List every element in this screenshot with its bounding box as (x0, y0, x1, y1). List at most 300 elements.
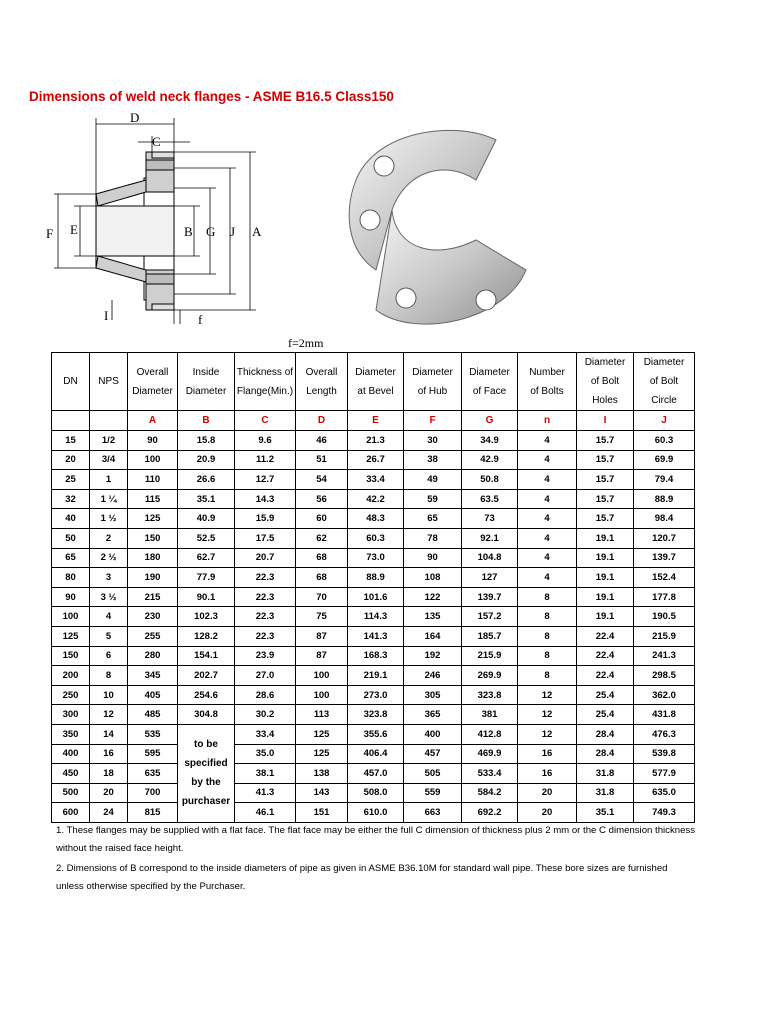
table-cell: 22.3 (235, 568, 296, 588)
table-cell: 15.7 (577, 509, 634, 529)
table-cell: 749.3 (634, 803, 695, 823)
table-cell: 128.2 (178, 626, 235, 646)
table-cell: 595 (128, 744, 178, 764)
to-be-specified-cell: to be specified by the purchaser (178, 724, 235, 822)
table-cell: 8 (518, 587, 577, 607)
table-cell: 40.9 (178, 509, 235, 529)
table-cell: 139.7 (634, 548, 695, 568)
table-cell: 508.0 (348, 783, 404, 803)
table-cell: 138 (296, 764, 348, 784)
table-cell: 230 (128, 607, 178, 627)
table-row (52, 528, 695, 548)
table-cell: 20 (52, 450, 90, 470)
table-cell: 9.6 (235, 431, 296, 451)
table-cell: 20.7 (235, 548, 296, 568)
table-row (52, 724, 695, 744)
table-cell: 815 (128, 803, 178, 823)
table-cell: 87 (296, 646, 348, 666)
flange-3d-illustration (336, 120, 536, 334)
table-cell: 4 (518, 568, 577, 588)
table-cell: 110 (128, 470, 178, 490)
table-cell: 14 (90, 724, 128, 744)
table-cell: 60 (296, 509, 348, 529)
table-cell: 15.8 (178, 431, 235, 451)
table-cell: 431.8 (634, 705, 695, 725)
table-cell: 32 (52, 489, 90, 509)
table-cell: 406.4 (348, 744, 404, 764)
table-cell: 115 (128, 489, 178, 509)
table-cell: 250 (52, 685, 90, 705)
table-cell: 104.8 (462, 548, 518, 568)
table-cell: 38.1 (235, 764, 296, 784)
table-cell: 52.5 (178, 528, 235, 548)
table-cell: 40 (52, 509, 90, 529)
table-cell: 323.8 (348, 705, 404, 725)
column-header: Number of Bolts (518, 353, 577, 411)
table-cell: 23.9 (235, 646, 296, 666)
table-cell: 88.9 (348, 568, 404, 588)
table-row (52, 470, 695, 490)
table-cell: 100 (128, 450, 178, 470)
table-cell: 12.7 (235, 470, 296, 490)
table-cell: 28.4 (577, 744, 634, 764)
table-cell: 100 (52, 607, 90, 627)
table-cell: 20 (90, 783, 128, 803)
table-cell: 139.7 (462, 587, 518, 607)
table-cell: 152.4 (634, 568, 695, 588)
footnote-2-line2: unless otherwise specified by the Purchaser. (56, 881, 246, 892)
table-cell: 12 (518, 724, 577, 744)
table-cell: 4 (90, 607, 128, 627)
column-letter (52, 411, 90, 431)
table-cell: 35.1 (178, 489, 235, 509)
table-row (52, 764, 695, 784)
column-header: Thickness of Flange(Min.) (235, 353, 296, 411)
footnote-1 (56, 822, 740, 858)
table-row (52, 783, 695, 803)
table-cell: 77.9 (178, 568, 235, 588)
table-cell: 114.3 (348, 607, 404, 627)
table-cell: 62.7 (178, 548, 235, 568)
table-cell: 355.6 (348, 724, 404, 744)
table-cell: 33.4 (235, 724, 296, 744)
table-cell: 125 (128, 509, 178, 529)
table-cell: 539.8 (634, 744, 695, 764)
table-cell: 46.1 (235, 803, 296, 823)
table-cell: 219.1 (348, 666, 404, 686)
table-cell: 80 (52, 568, 90, 588)
table-cell: 31.8 (577, 764, 634, 784)
table-cell: 60.3 (348, 528, 404, 548)
table-cell: 1 ¼ (90, 489, 128, 509)
table-cell: 17.5 (235, 528, 296, 548)
table-cell: 4 (518, 431, 577, 451)
table-cell: 108 (404, 568, 462, 588)
table-cell: 168.3 (348, 646, 404, 666)
dim-label-c: C (152, 134, 161, 149)
table-cell: 298.5 (634, 666, 695, 686)
table-cell: 476.3 (634, 724, 695, 744)
table-row (52, 626, 695, 646)
table-cell: 381 (462, 705, 518, 725)
table-cell: 90.1 (178, 587, 235, 607)
table-cell: 273.0 (348, 685, 404, 705)
table-cell: 15.7 (577, 450, 634, 470)
table-cell: 8 (518, 666, 577, 686)
table-cell: 113 (296, 705, 348, 725)
table-cell: 1/2 (90, 431, 128, 451)
column-header: Overall Length (296, 353, 348, 411)
table-cell: 254.6 (178, 685, 235, 705)
table-cell: 120.7 (634, 528, 695, 548)
column-header: Overall Diameter (128, 353, 178, 411)
dim-label-b: B (184, 224, 193, 239)
table-cell: 151 (296, 803, 348, 823)
column-letter: I (577, 411, 634, 431)
table-cell: 100 (296, 666, 348, 686)
table-cell: 59 (404, 489, 462, 509)
footnote-2 (56, 860, 740, 896)
table-cell: 12 (518, 685, 577, 705)
column-header: Diameter of Hub (404, 353, 462, 411)
table-cell: 457.0 (348, 764, 404, 784)
table-cell: 30.2 (235, 705, 296, 725)
table-cell: 18 (90, 764, 128, 784)
table-row (52, 587, 695, 607)
footnote-1-line1: 1. These flanges may be supplied with a flat face. The flat face may be either the full C dimension of thickness plus 2 mm or the C dimension thickness (56, 825, 696, 836)
table-cell: 54 (296, 470, 348, 490)
table-cell: 635.0 (634, 783, 695, 803)
table-cell: 26.6 (178, 470, 235, 490)
table-cell: 90 (404, 548, 462, 568)
dim-label-g: G (206, 224, 216, 239)
table-cell: 51 (296, 450, 348, 470)
table-cell: 584.2 (462, 783, 518, 803)
table-cell: 2 (90, 528, 128, 548)
table-cell: 362.0 (634, 685, 695, 705)
table-cell: 38 (404, 450, 462, 470)
table-cell: 192 (404, 646, 462, 666)
table-cell: 150 (128, 528, 178, 548)
table-cell: 68 (296, 548, 348, 568)
table-cell: 22.4 (577, 666, 634, 686)
table-row (52, 450, 695, 470)
table-cell: 21.3 (348, 431, 404, 451)
table-cell: 46 (296, 431, 348, 451)
table-cell: 350 (52, 724, 90, 744)
table-cell: 8 (518, 646, 577, 666)
table-cell: 8 (90, 666, 128, 686)
table-cell: 1 (90, 470, 128, 490)
table-cell: 692.2 (462, 803, 518, 823)
table-cell: 255 (128, 626, 178, 646)
table-cell: 25.4 (577, 705, 634, 725)
table-cell: 28.4 (577, 724, 634, 744)
table-cell: 42.9 (462, 450, 518, 470)
table-cell: 400 (52, 744, 90, 764)
table-cell: 15.9 (235, 509, 296, 529)
table-cell: 16 (90, 744, 128, 764)
column-header: NPS (90, 353, 128, 411)
table-cell: 154.1 (178, 646, 235, 666)
table-cell: 12 (518, 705, 577, 725)
column-letter: A (128, 411, 178, 431)
table-cell: 31.8 (577, 783, 634, 803)
table-cell: 185.7 (462, 626, 518, 646)
column-letter: J (634, 411, 695, 431)
table-cell: 4 (518, 528, 577, 548)
table-row (52, 568, 695, 588)
dimensions-table (51, 352, 695, 823)
table-cell: 19.1 (577, 587, 634, 607)
table-header-row (52, 353, 695, 411)
table-cell: 28.6 (235, 685, 296, 705)
table-cell: 22.3 (235, 587, 296, 607)
table-cell: 22.4 (577, 646, 634, 666)
table-cell: 122 (404, 587, 462, 607)
table-cell: 300 (52, 705, 90, 725)
table-cell: 3 ½ (90, 587, 128, 607)
table-cell: 15.7 (577, 431, 634, 451)
table-cell: 577.9 (634, 764, 695, 784)
table-cell: 180 (128, 548, 178, 568)
table-cell: 4 (518, 489, 577, 509)
table-cell: 22.4 (577, 626, 634, 646)
table-row (52, 489, 695, 509)
table-cell: 73 (462, 509, 518, 529)
column-letter: C (235, 411, 296, 431)
table-cell: 1 ½ (90, 509, 128, 529)
table-cell: 305 (404, 685, 462, 705)
table-cell: 4 (518, 470, 577, 490)
column-letter: D (296, 411, 348, 431)
table-cell: 56 (296, 489, 348, 509)
table-cell: 500 (52, 783, 90, 803)
table-row (52, 685, 695, 705)
table-cell: 34.9 (462, 431, 518, 451)
table-cell: 15.7 (577, 489, 634, 509)
table-cell: 559 (404, 783, 462, 803)
table-cell: 269.9 (462, 666, 518, 686)
table-cell: 200 (52, 666, 90, 686)
table-letter-row (52, 411, 695, 431)
dim-label-i: I (104, 308, 109, 323)
table-cell: 400 (404, 724, 462, 744)
table-cell: 12 (90, 705, 128, 725)
page-title: Dimensions of weld neck flanges - ASME B16.5 Class150 (29, 89, 394, 104)
table-row (52, 744, 695, 764)
table-cell: 215.9 (634, 626, 695, 646)
table-cell: 157.2 (462, 607, 518, 627)
table-cell: 87 (296, 626, 348, 646)
table-cell: 19.1 (577, 548, 634, 568)
column-letter (90, 411, 128, 431)
table-cell: 535 (128, 724, 178, 744)
table-cell: 79.4 (634, 470, 695, 490)
table-cell: 135 (404, 607, 462, 627)
table-cell: 35.0 (235, 744, 296, 764)
table-cell: 8 (518, 626, 577, 646)
dim-label-d: D (130, 110, 140, 125)
table-cell: 27.0 (235, 666, 296, 686)
column-header: DN (52, 353, 90, 411)
table-cell: 16 (518, 744, 577, 764)
table-cell: 164 (404, 626, 462, 646)
table-cell: 127 (462, 568, 518, 588)
table-cell: 215.9 (462, 646, 518, 666)
table-cell: 3 (90, 568, 128, 588)
table-cell: 177.8 (634, 587, 695, 607)
table-cell: 42.2 (348, 489, 404, 509)
table-cell: 457 (404, 744, 462, 764)
table-cell: 4 (518, 548, 577, 568)
table-cell: 102.3 (178, 607, 235, 627)
table-cell: 280 (128, 646, 178, 666)
table-cell: 16 (518, 764, 577, 784)
table-cell: 125 (52, 626, 90, 646)
table-cell: 22.3 (235, 626, 296, 646)
column-letter: F (404, 411, 462, 431)
dim-label-j: J (230, 224, 236, 239)
table-row (52, 705, 695, 725)
table-cell: 92.1 (462, 528, 518, 548)
table-cell: 4 (518, 509, 577, 529)
table-cell: 49 (404, 470, 462, 490)
footnote-2-line1: 2. Dimensions of B correspond to the inside diameters of pipe as given in ASME B36.10M for standard wall pipe. These bore sizes are furnished (56, 863, 668, 874)
table-cell: 3/4 (90, 450, 128, 470)
table-cell: 8 (518, 607, 577, 627)
table-cell: 48.3 (348, 509, 404, 529)
table-cell: 19.1 (577, 568, 634, 588)
table-cell: 190.5 (634, 607, 695, 627)
table-cell: 14.3 (235, 489, 296, 509)
table-cell: 65 (404, 509, 462, 529)
table-cell: 125 (296, 744, 348, 764)
table-cell: 663 (404, 803, 462, 823)
table-cell: 98.4 (634, 509, 695, 529)
table-cell: 505 (404, 764, 462, 784)
table-cell: 19.1 (577, 607, 634, 627)
table-cell: 2 ½ (90, 548, 128, 568)
table-cell: 700 (128, 783, 178, 803)
table-cell: 100 (296, 685, 348, 705)
column-letter: n (518, 411, 577, 431)
table-cell: 485 (128, 705, 178, 725)
table-cell: 600 (52, 803, 90, 823)
table-cell: 4 (518, 450, 577, 470)
flange-cross-section-drawing (34, 110, 274, 335)
table-cell: 50 (52, 528, 90, 548)
table-cell: 70 (296, 587, 348, 607)
table-cell: 143 (296, 783, 348, 803)
table-cell: 101.6 (348, 587, 404, 607)
table-cell: 60.3 (634, 431, 695, 451)
table-cell: 11.2 (235, 450, 296, 470)
table-cell: 25.4 (577, 685, 634, 705)
table-cell: 10 (90, 685, 128, 705)
table-cell: 345 (128, 666, 178, 686)
table-cell: 26.7 (348, 450, 404, 470)
table-cell: 533.4 (462, 764, 518, 784)
table-cell: 65 (52, 548, 90, 568)
table-cell: 30 (404, 431, 462, 451)
table-row (52, 548, 695, 568)
table-cell: 33.4 (348, 470, 404, 490)
table-cell: 78 (404, 528, 462, 548)
table-cell: 20 (518, 783, 577, 803)
table-cell: 15.7 (577, 470, 634, 490)
table-row (52, 509, 695, 529)
table-cell: 22.3 (235, 607, 296, 627)
table-cell: 6 (90, 646, 128, 666)
column-header: Diameter of Bolt Holes (577, 353, 634, 411)
table-cell: 15 (52, 431, 90, 451)
table-body (52, 431, 695, 823)
table-cell: 412.8 (462, 724, 518, 744)
table-cell: 41.3 (235, 783, 296, 803)
table-cell: 241.3 (634, 646, 695, 666)
table-cell: 190 (128, 568, 178, 588)
table-cell: 125 (296, 724, 348, 744)
table-cell: 610.0 (348, 803, 404, 823)
table-cell: 90 (128, 431, 178, 451)
table-cell: 469.9 (462, 744, 518, 764)
table-cell: 69.9 (634, 450, 695, 470)
footnote-1-line2: without the raised face height. (56, 843, 184, 854)
table-cell: 323.8 (462, 685, 518, 705)
table-row (52, 607, 695, 627)
column-letter: B (178, 411, 235, 431)
table-cell: 63.5 (462, 489, 518, 509)
table-cell: 450 (52, 764, 90, 784)
dim-label-a: A (252, 224, 262, 239)
table-row (52, 666, 695, 686)
table-cell: 5 (90, 626, 128, 646)
table-cell: 150 (52, 646, 90, 666)
column-header: Diameter of Bolt Circle (634, 353, 695, 411)
column-letter: E (348, 411, 404, 431)
table-cell: 215 (128, 587, 178, 607)
column-letter: G (462, 411, 518, 431)
table-cell: 405 (128, 685, 178, 705)
dim-label-small-f: f (198, 312, 203, 327)
table-cell: 19.1 (577, 528, 634, 548)
dim-label-e: E (70, 222, 78, 237)
table-cell: 202.7 (178, 666, 235, 686)
table-row (52, 803, 695, 823)
table-cell: 68 (296, 568, 348, 588)
column-header: Inside Diameter (178, 353, 235, 411)
table-cell: 635 (128, 764, 178, 784)
table-cell: 73.0 (348, 548, 404, 568)
table-cell: 25 (52, 470, 90, 490)
table-cell: 365 (404, 705, 462, 725)
table-cell: 20 (518, 803, 577, 823)
table-cell: 24 (90, 803, 128, 823)
dim-label-f: F (46, 226, 54, 241)
table-cell: 90 (52, 587, 90, 607)
face-height-note: f=2mm (288, 336, 324, 350)
table-cell: 62 (296, 528, 348, 548)
table-cell: 88.9 (634, 489, 695, 509)
table-row (52, 646, 695, 666)
table-cell: 75 (296, 607, 348, 627)
table-cell: 246 (404, 666, 462, 686)
column-header: Diameter of Face (462, 353, 518, 411)
table-cell: 35.1 (577, 803, 634, 823)
column-header: Diameter at Bevel (348, 353, 404, 411)
table-row (52, 431, 695, 451)
